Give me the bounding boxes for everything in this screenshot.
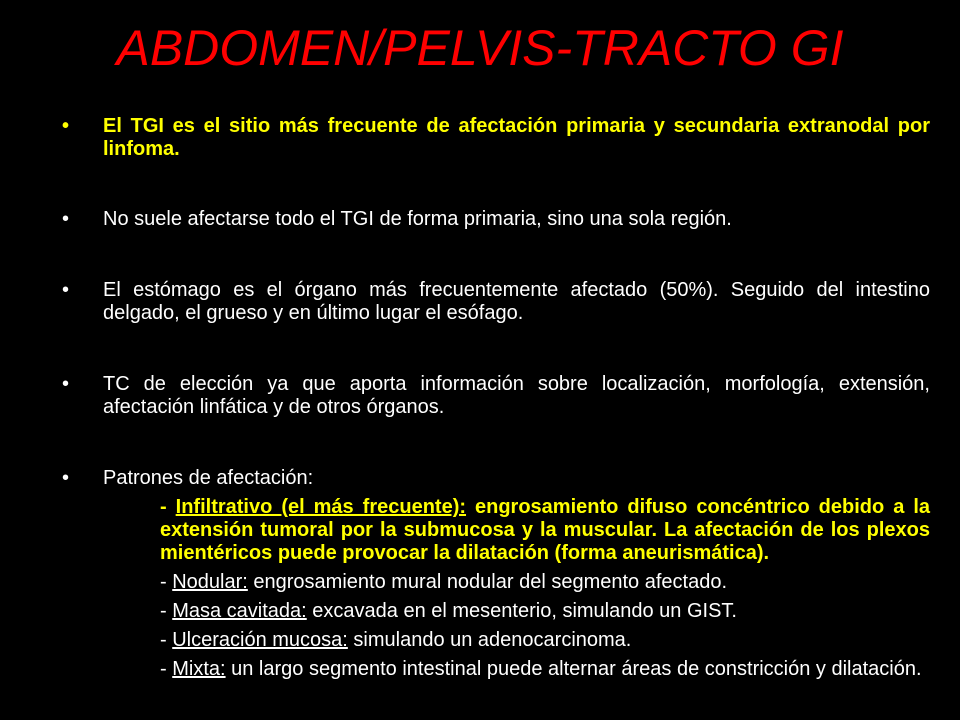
pattern-prefix: - bbox=[160, 571, 173, 593]
pattern-text: un largo segmento intestinal puede alternar áreas de constricción y dilatación. bbox=[225, 658, 922, 680]
bullet-icon: • bbox=[62, 279, 70, 301]
pattern-item-masa-cavitada bbox=[62, 600, 930, 623]
bullet-icon: • bbox=[62, 208, 70, 230]
pattern-item-infiltrativo bbox=[62, 496, 930, 565]
pattern-text: simulando un adenocarcinoma. bbox=[347, 629, 632, 651]
pattern-text: engrosamiento mural nodular del segmento afectado. bbox=[247, 571, 728, 593]
bullet-icon: • bbox=[62, 373, 70, 395]
pattern-prefix: - bbox=[160, 629, 173, 651]
slide-content bbox=[62, 115, 930, 681]
pattern-item-ulceracion-mucosa bbox=[62, 629, 930, 652]
bullet-item bbox=[62, 115, 930, 161]
pattern-prefix: - bbox=[160, 496, 176, 518]
bullet-text: Patrones de afectación: bbox=[103, 467, 314, 489]
bullet-text: No suele afectarse todo el TGI de forma primaria, sino una sola región. bbox=[103, 208, 732, 230]
bullet-text: El TGI es el sitio más frecuente de afectación primaria y secundaria extranodal por linfoma. bbox=[103, 115, 930, 160]
pattern-label: Mixta: bbox=[172, 658, 226, 680]
pattern-label: Ulceración mucosa: bbox=[172, 629, 348, 651]
pattern-text: engrosamiento difuso concéntrico debido a la extensión tumoral por la submucosa y la muscular. La afectación de los plexos mientéricos puede provocar la dilatación (forma aneurismática). bbox=[160, 496, 931, 564]
pattern-label: Infiltrativo (el más frecuente): bbox=[175, 496, 467, 518]
slide-title: ABDOMEN/PELVIS-TRACTO GI bbox=[116, 20, 844, 76]
pattern-prefix: - bbox=[160, 600, 173, 622]
bullet-icon: • bbox=[62, 467, 70, 489]
bullet-text: TC de elección ya que aporta información sobre localización, morfología, extensión, afectación linfática y de otros órganos. bbox=[103, 373, 930, 418]
pattern-text: excavada en el mesenterio, simulando un GIST. bbox=[306, 600, 737, 622]
pattern-label: Nodular: bbox=[172, 571, 248, 593]
pattern-item-nodular bbox=[62, 571, 930, 594]
bullet-text: El estómago es el órgano más frecuentemente afectado (50%). Seguido del intestino delgado, el grueso y en último lugar el esófago. bbox=[103, 279, 930, 324]
pattern-label: Masa cavitada: bbox=[172, 600, 307, 622]
pattern-item-mixta bbox=[62, 658, 930, 681]
bullet-icon: • bbox=[62, 115, 70, 137]
bullet-item bbox=[62, 373, 930, 419]
bullet-item bbox=[62, 467, 930, 490]
pattern-prefix: - bbox=[160, 658, 173, 680]
bullet-item bbox=[62, 208, 930, 231]
bullet-item bbox=[62, 279, 930, 325]
